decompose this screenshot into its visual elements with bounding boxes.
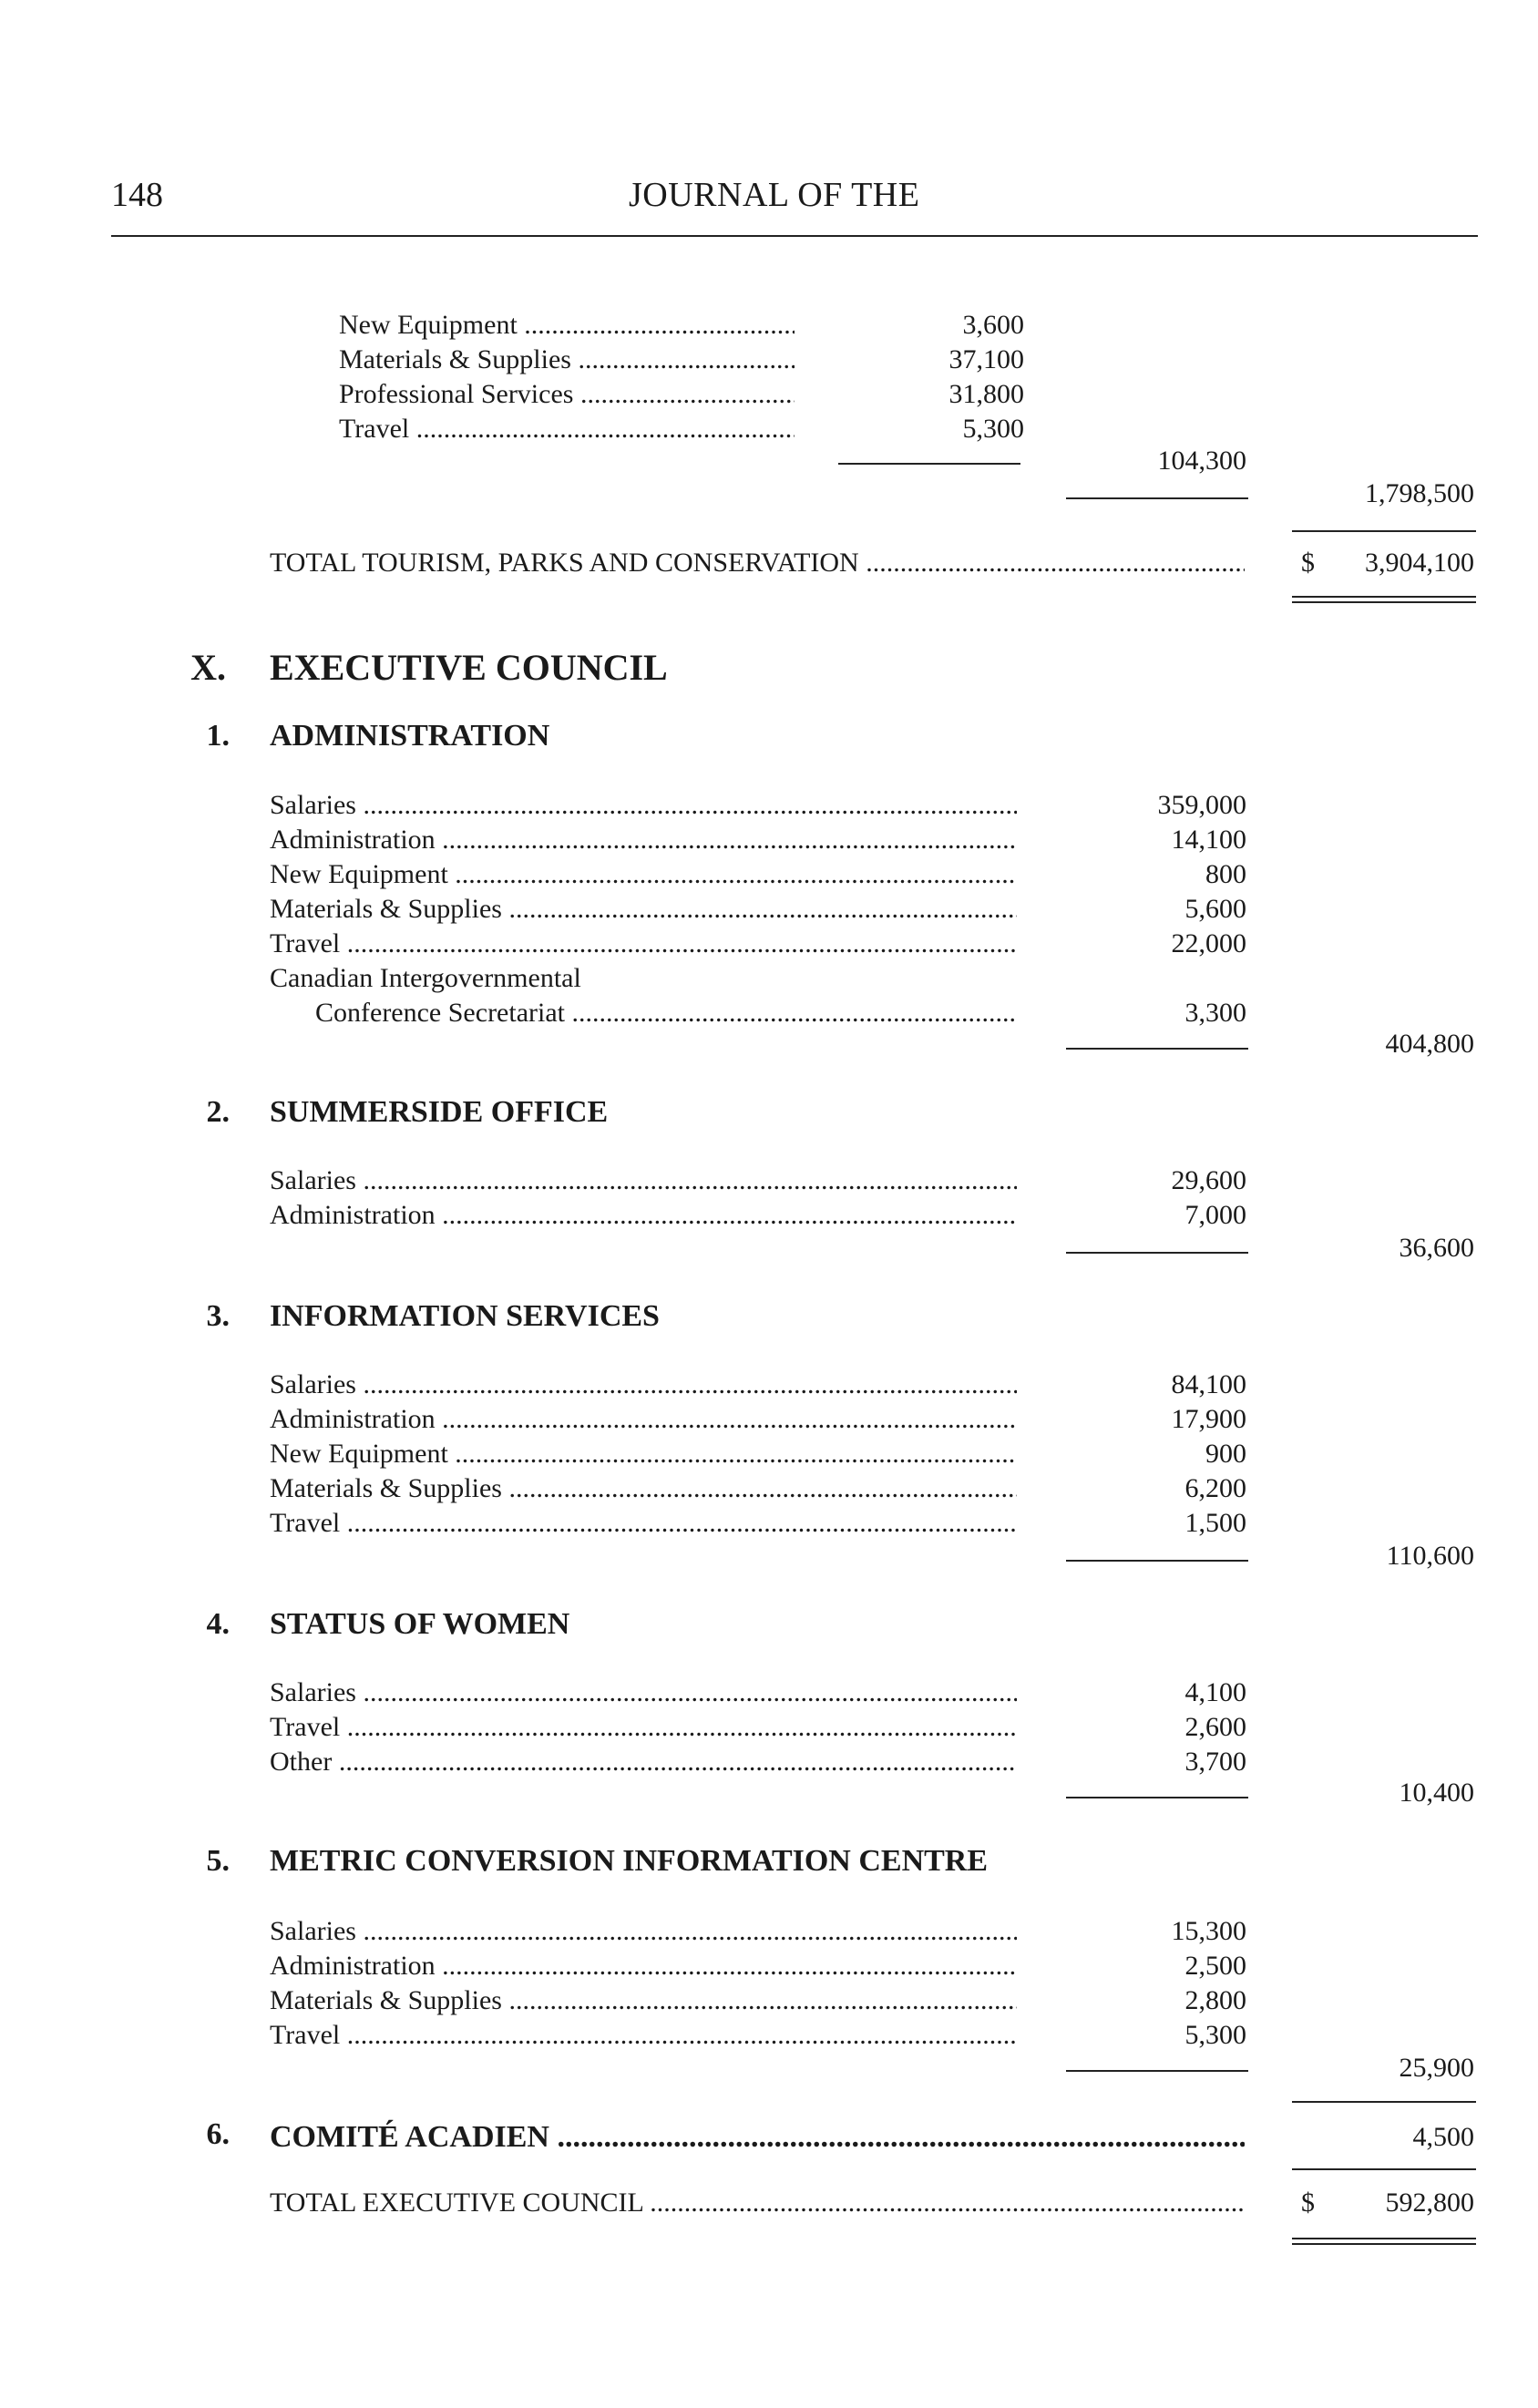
section-total: 110,600 — [1386, 1541, 1474, 1571]
section-number: 5. — [206, 1844, 230, 1878]
amount: 4,100 — [1184, 1677, 1246, 1707]
list-item: Administration ..... — [270, 1948, 1017, 1984]
currency-symbol: $ — [1301, 2188, 1315, 2218]
section-title: ADMINISTRATION — [270, 719, 550, 753]
list-item: Materials & Supplies ..... — [270, 891, 1017, 927]
grand-total-row: TOTAL EXECUTIVE COUNCIL ..... — [270, 2185, 1245, 2221]
amount: 3,300 — [1184, 998, 1246, 1028]
amount: 17,900 — [1171, 1404, 1246, 1434]
amount: 6,200 — [1184, 1473, 1246, 1503]
subtotal-rule — [1066, 1560, 1248, 1562]
list-item: Travel ..... — [270, 926, 1017, 962]
grand-total-amount: 3,904,100 — [1365, 548, 1474, 578]
list-item: Salaries ..... — [270, 1163, 1017, 1199]
list-item: Travel ..... — [270, 1505, 1017, 1542]
list-item: New Equipment ..... — [270, 1436, 1017, 1472]
section-total: 1,798,500 — [1365, 478, 1474, 508]
amount: 2,600 — [1184, 1712, 1246, 1742]
section-title: INFORMATION SERVICES — [270, 1299, 660, 1333]
amount: 14,100 — [1171, 825, 1246, 855]
list-item: Other ..... — [270, 1744, 1017, 1780]
list-item: Professional Services ..... — [339, 376, 795, 413]
amount: 3,600 — [962, 310, 1024, 340]
list-item: Salaries ..... — [270, 1367, 1017, 1403]
section-number: 6. — [206, 2117, 230, 2151]
running-title: JOURNAL OF THE — [629, 176, 920, 214]
double-rule — [1292, 596, 1476, 603]
part-title: EXECUTIVE COUNCIL — [270, 647, 668, 688]
amount: 5,300 — [962, 414, 1024, 444]
list-item: Salaries ..... — [270, 787, 1017, 824]
part-numeral: X. — [190, 647, 226, 688]
section-total: 4,500 — [1412, 2122, 1474, 2152]
amount: 29,600 — [1171, 1165, 1246, 1195]
grand-total-row: TOTAL TOURISM, PARKS AND CONSERVATION ..... — [270, 545, 1245, 581]
section-number: 3. — [206, 1299, 230, 1333]
amount: 800 — [1205, 859, 1246, 889]
list-item: Travel ..... — [270, 2017, 1017, 2054]
section-total: 36,600 — [1399, 1233, 1474, 1263]
amount: 5,300 — [1184, 2020, 1246, 2050]
amount: 2,800 — [1184, 1985, 1246, 2015]
list-item: New Equipment ..... — [270, 856, 1017, 893]
amount: 5,600 — [1184, 894, 1246, 924]
amount: 15,300 — [1171, 1916, 1246, 1946]
header-rule — [111, 235, 1478, 237]
list-item: Salaries ..... — [270, 1675, 1017, 1711]
list-item: Administration ..... — [270, 1197, 1017, 1234]
list-item: Travel ..... — [270, 1709, 1017, 1746]
amount: 3,700 — [1184, 1747, 1246, 1777]
subtotal-rule — [1066, 1048, 1248, 1050]
list-item: Materials & Supplies ..... — [270, 1983, 1017, 2019]
list-item: Administration ..... — [270, 1401, 1017, 1438]
section-title-row: COMITÉ ACADIEN ..... — [270, 2116, 1245, 2158]
total-rule — [1292, 2101, 1476, 2103]
list-item: Travel ..... — [339, 411, 795, 447]
subtotal-rule — [1066, 1252, 1248, 1254]
list-item: Materials & Supplies ..... — [339, 342, 795, 378]
section-title: METRIC CONVERSION INFORMATION CENTRE — [270, 1844, 989, 1878]
list-item-heading: Canadian Intergovernmental — [270, 963, 581, 993]
currency-symbol: $ — [1301, 548, 1315, 578]
section-title: STATUS OF WOMEN — [270, 1607, 570, 1641]
list-item: Administration ..... — [270, 822, 1017, 858]
list-item: Salaries ..... — [270, 1913, 1017, 1950]
section-total: 25,900 — [1399, 2053, 1474, 2083]
section-total: 10,400 — [1399, 1778, 1474, 1808]
amount: 37,100 — [948, 344, 1024, 374]
grand-total-amount: 592,800 — [1385, 2188, 1474, 2218]
amount: 84,100 — [1171, 1369, 1246, 1399]
double-rule — [1292, 2238, 1476, 2245]
amount: 31,800 — [948, 379, 1024, 409]
section-number: 2. — [206, 1095, 230, 1129]
subtotal-rule — [1066, 1797, 1248, 1798]
section-title: SUMMERSIDE OFFICE — [270, 1095, 609, 1129]
section-total: 404,800 — [1385, 1029, 1474, 1059]
subtotal-rule — [1066, 2070, 1248, 2072]
list-item: New Equipment ..... — [339, 307, 795, 343]
amount: 22,000 — [1171, 928, 1246, 958]
subtotal-rule — [838, 463, 1020, 465]
page-number: 148 — [111, 176, 163, 214]
total-rule — [1292, 530, 1476, 532]
subtotal-amount: 104,300 — [1157, 446, 1246, 476]
amount: 1,500 — [1184, 1508, 1246, 1538]
list-item: Materials & Supplies ..... — [270, 1470, 1017, 1507]
section-number: 1. — [206, 719, 230, 753]
amount: 2,500 — [1184, 1951, 1246, 1981]
section-number: 4. — [206, 1607, 230, 1641]
subtotal-rule — [1066, 497, 1248, 499]
amount: 7,000 — [1184, 1200, 1246, 1230]
amount: 900 — [1205, 1439, 1246, 1469]
amount: 359,000 — [1157, 790, 1246, 820]
total-rule — [1292, 2168, 1476, 2170]
list-item: Conference Secretariat ..... — [315, 995, 1017, 1031]
